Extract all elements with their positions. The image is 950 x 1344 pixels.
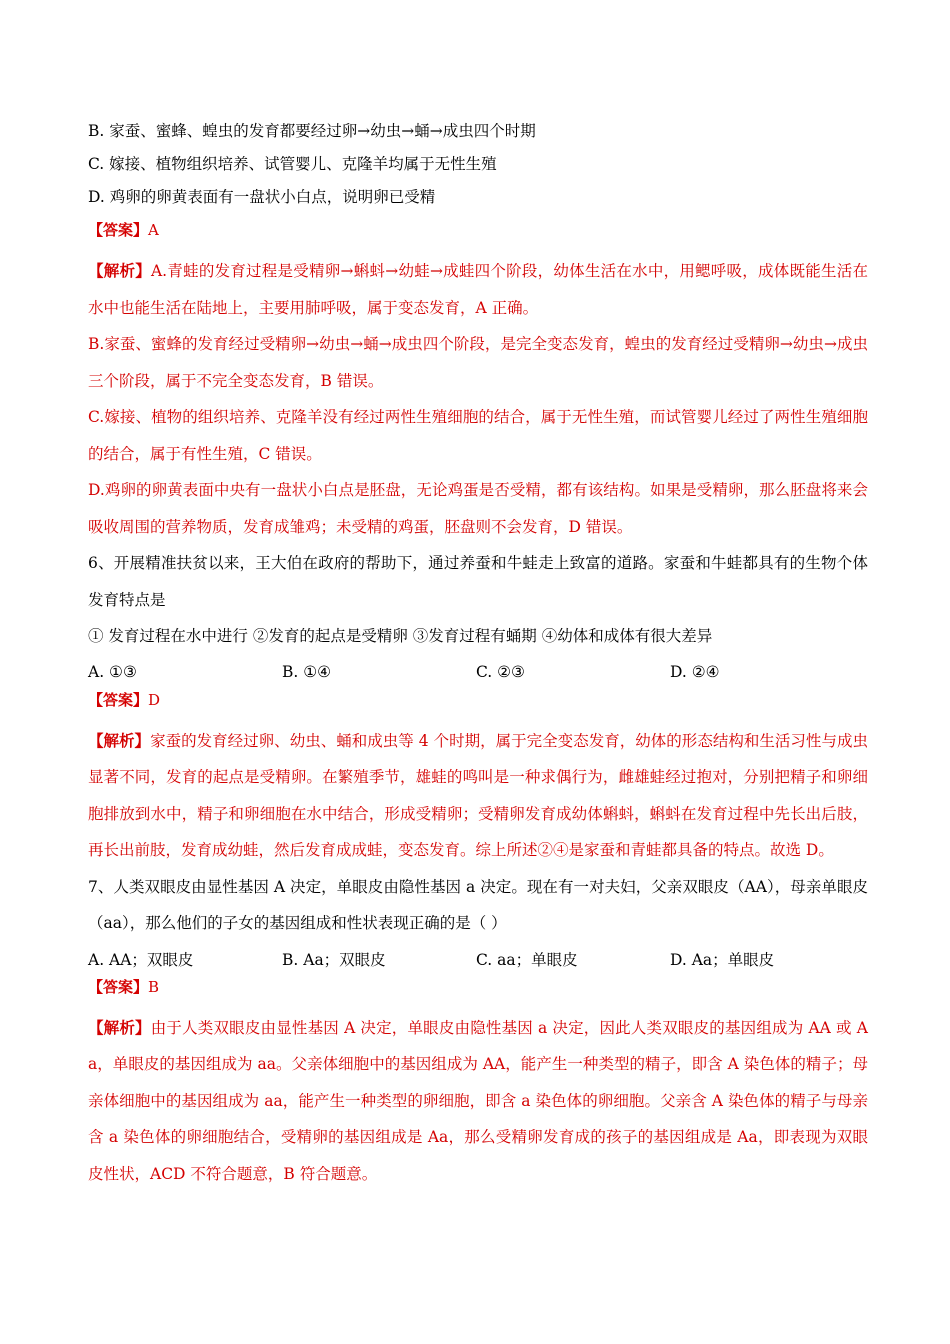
q7-choice-a: A. AA；双眼皮 <box>88 950 194 969</box>
q5-explanation-a <box>88 253 868 326</box>
q5-explanation-c: C.嫁接、植物的组织培养、克隆羊没有经过两性生殖细胞的结合，属于无性生殖，而试管婴儿经过了两性生殖细胞的结合，属于有性生殖，C 错误。 <box>88 408 868 463</box>
q7-choice-b: B. Aa；双眼皮 <box>282 950 386 969</box>
q5-answer <box>88 219 868 253</box>
q6-choice-a: A. ①③ <box>88 662 137 681</box>
q6-explanation-tag: 【解析】 <box>88 730 151 750</box>
q6-choice-d: D. ②④ <box>670 662 720 681</box>
q5-explanation-a-text: A.青蛙的发育过程是受精卵→蝌蚪→幼蛙→成蛙四个阶段，幼体生活在水中，用鳃呼吸，成体既能生活在水中也能生活在陆地上，主要用肺呼吸，属于变态发育，A 正确。 <box>88 262 868 317</box>
document-page <box>88 120 868 1192</box>
q7-choices <box>88 942 868 976</box>
q5-explanation-tag: 【解析】 <box>88 261 151 280</box>
q5-option-d: D. 鸡卵的卵黄表面有一盘状小白点，说明卵已受精 <box>88 188 436 206</box>
q7-choice-d: D. Aa；单眼皮 <box>670 950 775 969</box>
q6-choice-b: B. ①④ <box>282 662 332 681</box>
q7-explanation <box>88 1010 868 1193</box>
q7-choice-c: C. aa；单眼皮 <box>476 950 578 969</box>
q5-answer-tag: 【答案】 <box>88 221 149 239</box>
q5-answer-value: A <box>148 221 159 239</box>
q6-answer-tag: 【答案】 <box>88 690 149 709</box>
q6-stem: 6、开展精准扶贫以来，王大伯在政府的帮助下，通过养蚕和牛蛙走上致富的道路。家蚕和牛蛙都具有的生物个体发育特点是 <box>88 554 868 609</box>
q7-explanation-tag: 【解析】 <box>88 1017 151 1037</box>
q7-stem: 7、人类双眼皮由显性基因 A 决定，单眼皮由隐性基因 a 决定。现在有一对夫妇，父亲双眼皮（AA），母亲单眼皮（aa），那么他们的子女的基因组成和性状表现正确的是（ ） <box>88 877 868 932</box>
q7-answer <box>88 976 868 1010</box>
q7-answer-value: B <box>148 977 160 996</box>
q6-choices <box>88 655 868 689</box>
q5-option-c: C. 嫁接、植物组织培养、试管婴儿、克隆羊均属于无性生殖 <box>88 155 497 173</box>
q6-answer <box>88 689 868 723</box>
q6-explanation-text: 家蚕的发育经过卵、幼虫、蛹和成虫等 4 个时期，属于完全变态发育，幼体的形态结构和生活习性与成虫显著不同，发育的起点是受精卵。在繁殖季节，雄蛙的鸣叫是一种求偶行为，雌雄蛙经过抱对，分别把精子和卵细胞排放到水中，精子和卵细胞在水中结合，形成受精卵；受精卵发育成幼体蝌蚪，蝌蚪在发育过程中先长出后肢，再长出前肢，发育成幼蛙，然后发育成成蛙，变态发育。综上所述②④是家蚕和青蛙都具备的特点。故选 D。 <box>88 731 868 859</box>
q6-explanation <box>88 723 868 869</box>
q5-explanation-d: D.鸡卵的卵黄表面中央有一盘状小白点是胚盘，无论鸡蛋是否受精，都有该结构。如果是受精卵，那么胚盘将来会吸收周围的营养物质，发育成雏鸡；未受精的鸡蛋，胚盘则不会发育，D 错误。 <box>88 481 868 536</box>
q5-explanation-b: B.家蚕、蜜蜂的发育经过受精卵→幼虫→蛹→成虫四个阶段，是完全变态发育，蝗虫的发育经过受精卵→幼虫→成虫三个阶段，属于不完全变态发育，B 错误。 <box>88 335 868 390</box>
q7-explanation-text: 由于人类双眼皮由显性基因 A 决定，单眼皮由隐性基因 a 决定，因此人类双眼皮的基因组成为 AA 或 Aa，单眼皮的基因组成为 aa。父亲体细胞中的基因组成为 AA，能产生一种类型的精子，即含 A 染色体的精子；母亲体细胞中的基因组成为 aa，能产生一种类型的卵细胞，即含 a 染色体的卵细胞。父亲含 A 染色体的精子与母亲含 a 染色体的卵细胞结合，受精卵的基因组成是 Aa，那么受精卵发育成的孩子的基因组成是 Aa，即表现为双眼皮性状，ACD 不符合题意，B 符合题意。 <box>88 1018 868 1183</box>
q7-answer-tag: 【答案】 <box>88 977 149 996</box>
q5-option-b: B. 家蚕、蜜蜂、蝗虫的发育都要经过卵→幼虫→蛹→成虫四个时期 <box>88 122 536 140</box>
q6-choice-c: C. ②③ <box>476 662 525 681</box>
q6-answer-value: D <box>148 690 161 709</box>
q6-items: ① 发育过程在水中进行 ②发育的起点是受精卵 ③发育过程有蛹期 ④幼体和成体有很大差异 <box>88 627 713 645</box>
